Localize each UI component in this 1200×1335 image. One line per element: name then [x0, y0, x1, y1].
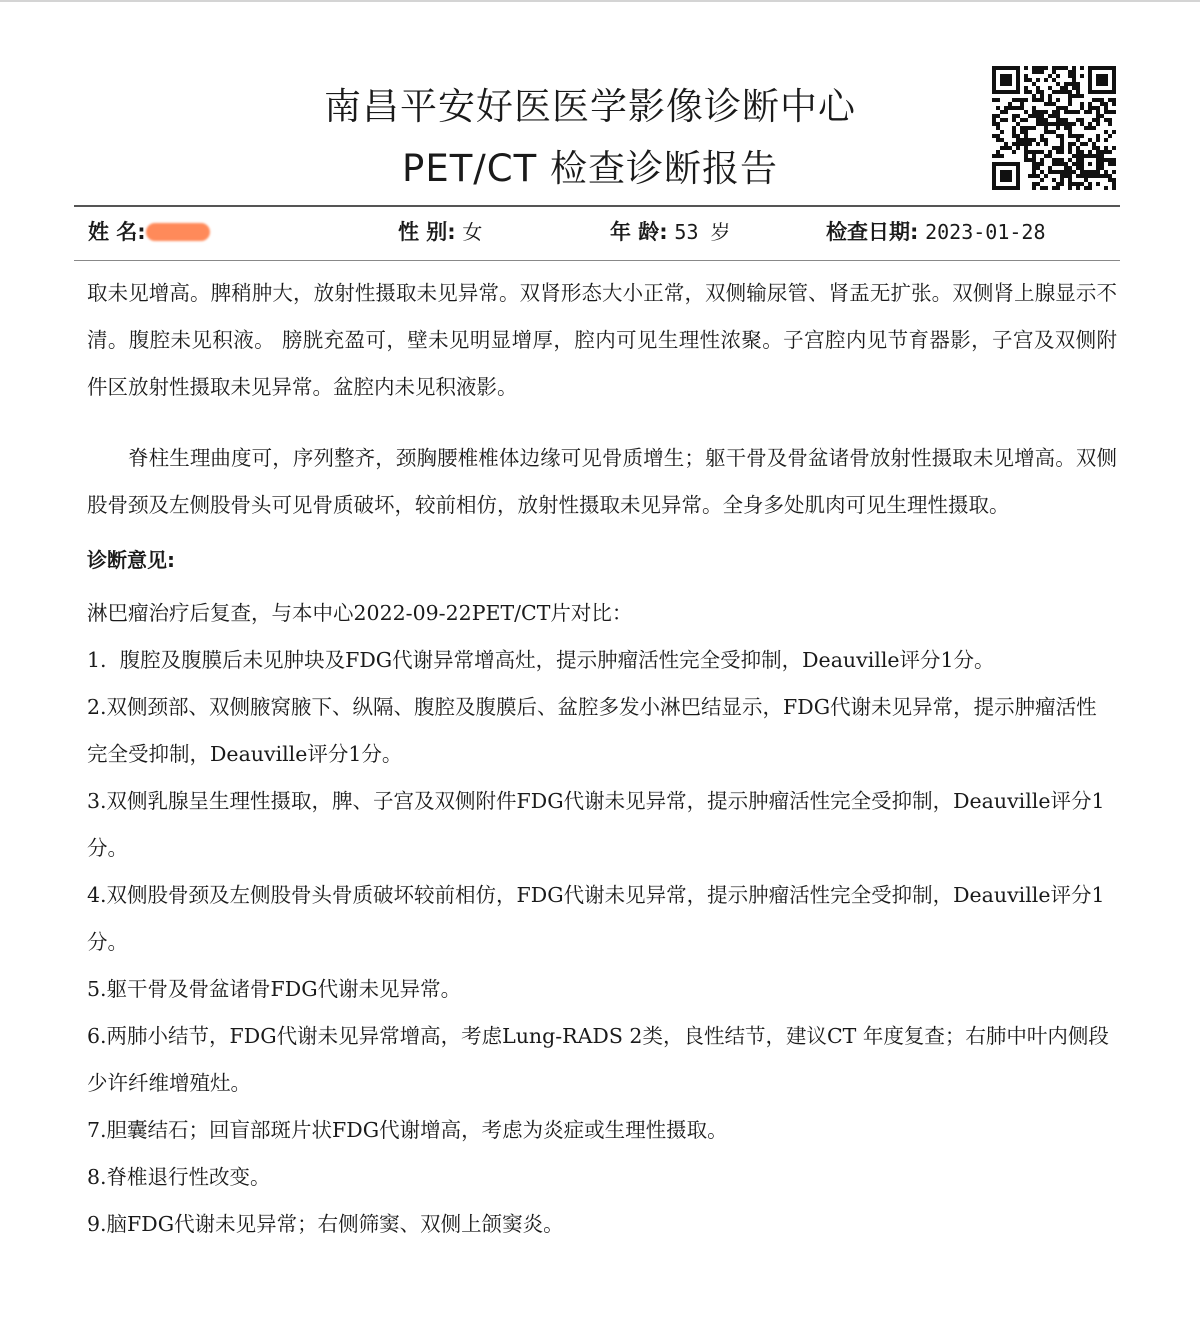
findings-paragraph: 脊柱生理曲度可，序列整齐，颈胸腰椎椎体边缘可见骨质增生；躯干骨及骨盆诸骨放射性摄取未见增高。双侧股骨颈及左侧股骨头可见骨质破坏，较前相仿，放射性摄取未见异常。全身多处肌肉可见生理性摄取。: [87, 446, 1117, 517]
diagnosis-item: 9.脑FDG代谢未见异常；右侧筛窦、双侧上颌窦炎。: [87, 1212, 564, 1236]
diagnosis-item: 8.脊椎退行性改变。: [87, 1165, 271, 1189]
age-value: 53 岁: [674, 220, 731, 244]
patient-age: [610, 212, 731, 252]
gender-value: 女: [462, 220, 483, 244]
divider: [74, 205, 1120, 207]
diagnosis-item: 4.双侧股骨颈及左侧股骨头骨质破坏较前相仿，FDG代谢未见异常，提示肿瘤活性完全受抑制，Deauville评分1分。: [87, 883, 1105, 954]
patient-info-row: [88, 212, 1118, 256]
findings-paragraph: 取未见增高。脾稍肿大，放射性摄取未见异常。双肾形态大小正常，双侧输尿管、肾盂无扩张。双侧肾上腺显示不清。腹腔未见积液。 膀胱充盈可，壁未见明显增厚，腔内可见生理性浓聚。子宫腔内见节育器影，子宫及双侧附件区放射性摄取未见异常。盆腔内未见积液影。: [87, 281, 1117, 399]
diagnosis-item: 3.双侧乳腺呈生理性摄取，脾、子宫及双侧附件FDG代谢未见异常，提示肿瘤活性完全受抑制，Deauville评分1分。: [87, 789, 1105, 860]
date-label: 检查日期:: [826, 220, 919, 244]
date-value: 2023-01-28: [925, 220, 1046, 244]
diagnosis-item: 5.躯干骨及骨盆诸骨FDG代谢未见异常。: [87, 977, 462, 1001]
report-title: PET/CT 检查诊断报告: [402, 147, 778, 190]
diagnosis-item: 2.双侧颈部、双侧腋窝腋下、纵隔、腹腔及腹膜后、盆腔多发小淋巴结显示，FDG代谢未见异常，提示肿瘤活性完全受抑制，Deauville评分1分。: [87, 695, 1097, 766]
diagnosis-intro: 淋巴瘤治疗后复查，与本中心2022-09-22PET/CT片对比：: [87, 601, 633, 625]
report-header: [0, 60, 1200, 200]
exam-date: [826, 212, 1046, 252]
diagnosis-item: 6.两肺小结节，FDG代谢未见异常增高，考虑Lung-RADS 2类，良性结节，建议CT 年度复查；右肺中叶内侧段少许纤维增殖灶。: [87, 1024, 1109, 1095]
diagnosis-title: 诊断意见:: [87, 548, 175, 572]
redacted-name: [146, 223, 210, 241]
divider: [74, 260, 1120, 261]
center-title: 南昌平安好医医学影像诊断中心: [324, 85, 856, 128]
gender-label: 性 别:: [398, 220, 456, 244]
age-label: 年 龄:: [610, 220, 668, 244]
patient-gender: [398, 212, 482, 252]
name-label: 姓 名:: [88, 220, 146, 244]
patient-name: [88, 212, 210, 252]
top-border: [0, 0, 1200, 2]
diagnosis-item: 1. 腹腔及腹膜后未见肿块及FDG代谢异常增高灶，提示肿瘤活性完全受抑制，Deauville评分1分。: [87, 648, 995, 672]
diagnosis-item: 7.胆囊结石；回盲部斑片状FDG代谢增高，考虑为炎症或生理性摄取。: [87, 1118, 728, 1142]
report-body: [87, 270, 1117, 1248]
qr-code-icon: [992, 66, 1116, 190]
